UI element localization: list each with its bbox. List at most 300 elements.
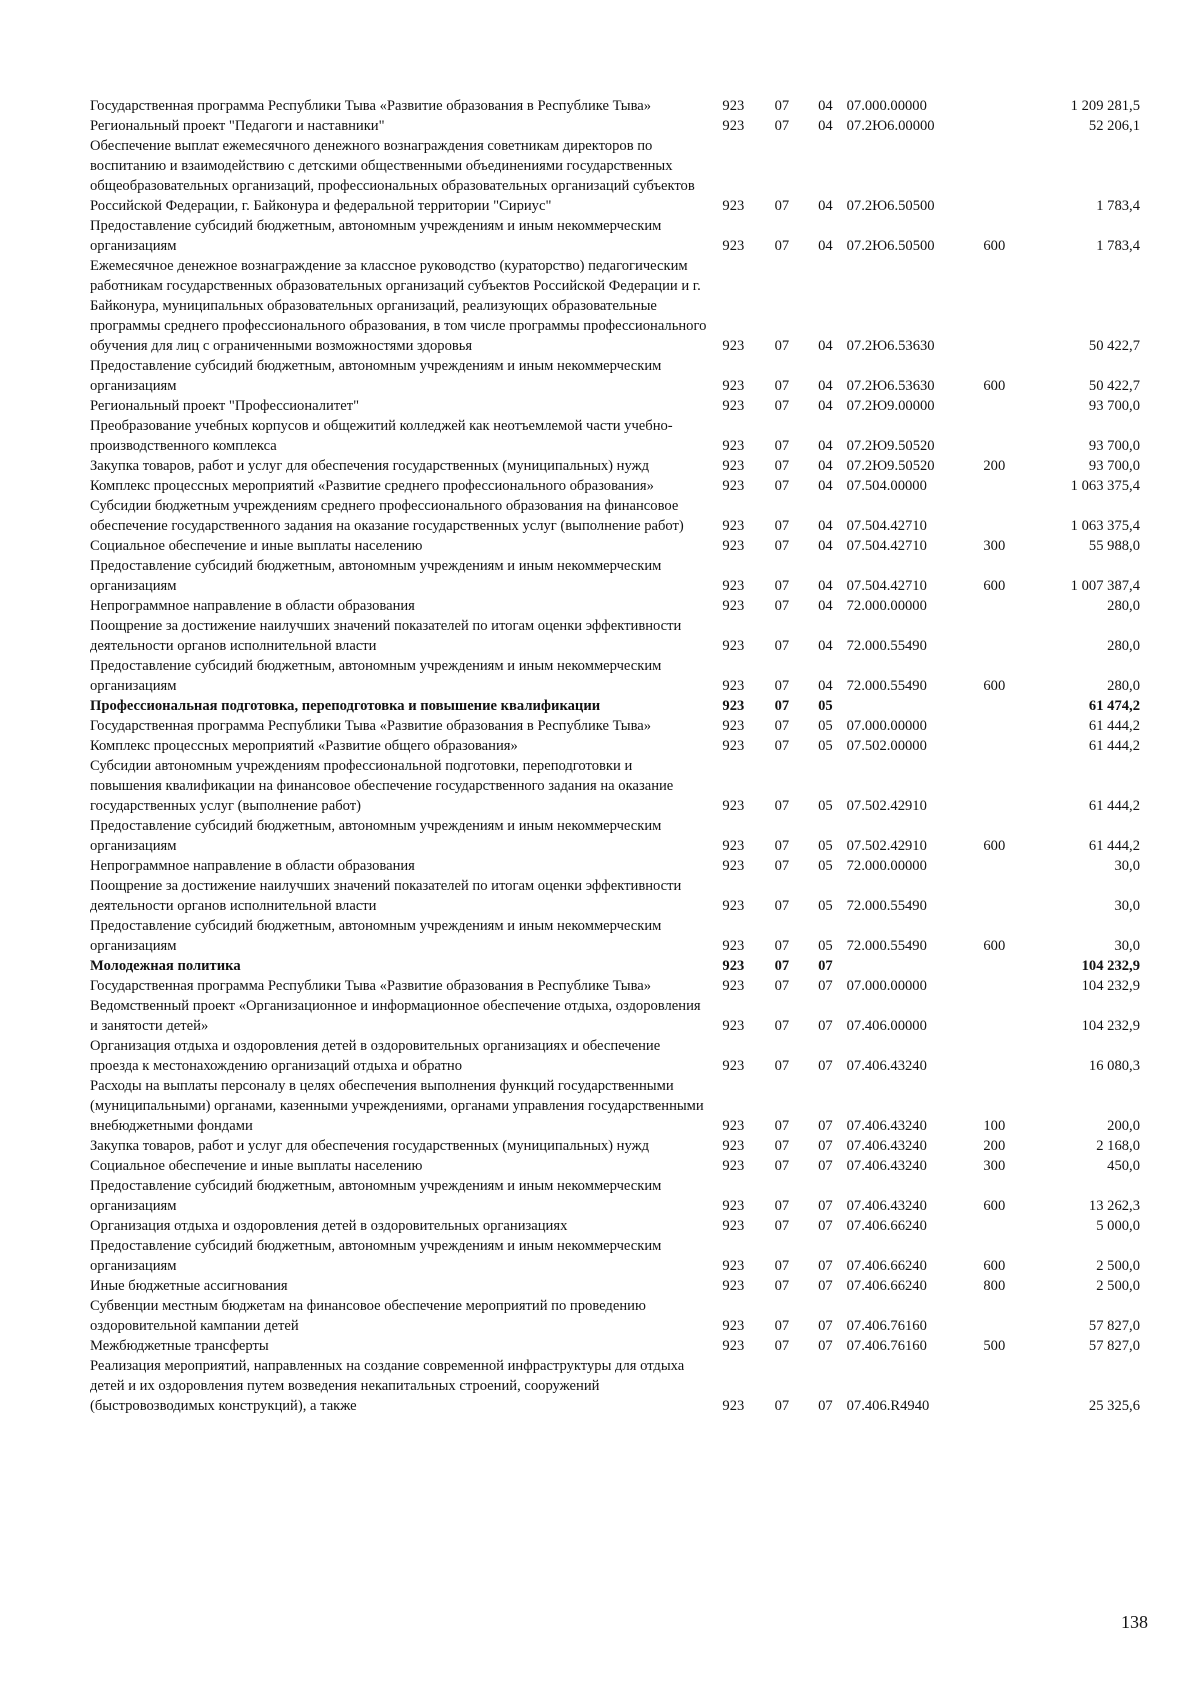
target-article-code: 07.406.66240 xyxy=(846,1278,927,1294)
section-code: 07 xyxy=(774,518,790,534)
ministry-code: 923 xyxy=(722,838,745,854)
section-row xyxy=(90,696,1140,716)
section-code: 07 xyxy=(774,798,790,814)
table-row xyxy=(90,856,1140,876)
expense-type-code xyxy=(968,116,1021,136)
row-name: Закупка товаров, работ и услуг для обеспечения государственных (муниципальных) нужд xyxy=(90,458,650,474)
subsection-code: 07 xyxy=(818,978,833,994)
section-code: 07 xyxy=(774,198,790,214)
ministry-code: 923 xyxy=(722,1118,745,1134)
section-code: 07 xyxy=(774,398,790,414)
section-code: 07 xyxy=(774,478,790,494)
section-code: 07 xyxy=(774,858,790,874)
row-name: Предоставление субсидий бюджетным, автономным учреждениям и иным некоммерческим организациям xyxy=(90,358,662,394)
amount: 13 262,3 xyxy=(1088,1198,1140,1214)
target-article-code: 07.406.R4940 xyxy=(846,1398,930,1414)
row-name: Комплекс процессных мероприятий «Развитие среднего профессионального образования» xyxy=(90,478,654,494)
expense-type-code xyxy=(968,976,1021,996)
row-name: Профессиональная подготовка, переподготовка и повышение квалификации xyxy=(90,698,601,714)
section-code: 07 xyxy=(774,678,790,694)
subsection-code: 07 xyxy=(818,1278,833,1294)
row-name: Предоставление субсидий бюджетным, автономным учреждениям и иным некоммерческим организациям xyxy=(90,818,662,854)
ministry-code: 923 xyxy=(722,478,745,494)
expense-type-code: 600 xyxy=(983,838,1006,854)
amount: 61 444,2 xyxy=(1088,738,1140,754)
target-article-code: 72.000.00000 xyxy=(846,598,927,614)
ministry-code: 923 xyxy=(722,1158,745,1174)
amount: 104 232,9 xyxy=(1081,958,1140,974)
section-code: 07 xyxy=(774,338,790,354)
ministry-code: 923 xyxy=(722,978,745,994)
expense-type-code xyxy=(968,956,1021,976)
row-name: Межбюджетные трансферты xyxy=(90,1338,269,1354)
expense-type-code xyxy=(968,696,1021,716)
row-name: Организация отдыха и оздоровления детей в оздоровительных организациях и обеспечение проезда к местонахождению организаций отдыха и обратно xyxy=(90,1038,661,1074)
subsection-code: 07 xyxy=(818,1198,833,1214)
target-article-code: 07.502.42910 xyxy=(846,798,927,814)
section-code: 07 xyxy=(774,1018,790,1034)
row-name: Государственная программа Республики Тыва «Развитие образования в Республике Тыва» xyxy=(90,98,652,114)
section-code: 07 xyxy=(774,898,790,914)
row-name: Организация отдыха и оздоровления детей в оздоровительных организациях xyxy=(90,1218,568,1234)
subsection-code: 04 xyxy=(818,598,833,614)
expense-type-code xyxy=(968,1216,1021,1236)
subsection-code: 04 xyxy=(818,538,833,554)
ministry-code: 923 xyxy=(722,1258,745,1274)
amount: 93 700,0 xyxy=(1088,438,1140,454)
section-code: 07 xyxy=(774,1218,790,1234)
table-row xyxy=(90,616,1140,656)
table-row xyxy=(90,1296,1140,1336)
row-name: Ежемесячное денежное вознаграждение за классное руководство (кураторство) педагогическим работникам государственных образовательных организаций субъектов Российской Федерации и г. Байконура, муниципальных образовательных организаций, реализующих образовательные программы среднего профессионального образования, в том числе программы профессионального обучения для лиц с ограниченными возможностями здоровья xyxy=(90,258,707,354)
row-name: Непрограммное направление в области образования xyxy=(90,598,415,614)
table-row xyxy=(90,476,1140,496)
expense-type-code: 100 xyxy=(983,1118,1006,1134)
amount: 2 168,0 xyxy=(1096,1138,1140,1154)
row-name: Ведомственный проект «Организационное и информационное обеспечение отдыха, оздоровления и занятости детей» xyxy=(90,998,701,1034)
subsection-code: 07 xyxy=(818,1218,833,1234)
section-code: 07 xyxy=(774,838,790,854)
expense-type-code xyxy=(968,136,1021,216)
table-row xyxy=(90,596,1140,616)
target-article-code: 07.2Ю6.50500 xyxy=(846,198,935,214)
target-article-code: 07.2Ю6.50500 xyxy=(846,238,935,254)
expense-type-code: 800 xyxy=(983,1278,1006,1294)
subsection-code: 07 xyxy=(818,1338,833,1354)
ministry-code: 923 xyxy=(722,1338,745,1354)
amount: 57 827,0 xyxy=(1088,1318,1140,1334)
table-row xyxy=(90,1076,1140,1136)
section-code: 07 xyxy=(774,538,790,554)
row-name: Предоставление субсидий бюджетным, автономным учреждениям и иным некоммерческим организациям xyxy=(90,1178,662,1214)
section-code: 07 xyxy=(774,1338,790,1354)
section-code: 07 xyxy=(774,598,790,614)
row-name: Предоставление субсидий бюджетным, автономным учреждениям и иным некоммерческим организациям xyxy=(90,558,662,594)
subsection-code: 05 xyxy=(818,898,833,914)
ministry-code: 923 xyxy=(722,538,745,554)
expense-type-code: 200 xyxy=(983,458,1006,474)
table-row xyxy=(90,1356,1140,1416)
subsection-code: 07 xyxy=(818,1398,833,1414)
ministry-code: 923 xyxy=(722,1198,745,1214)
target-article-code: 07.000.00000 xyxy=(846,718,927,734)
subsection-code: 04 xyxy=(818,638,833,654)
expense-type-code xyxy=(968,416,1021,456)
table-row xyxy=(90,1136,1140,1156)
section-code: 07 xyxy=(774,958,790,974)
target-article-code: 72.000.55490 xyxy=(846,678,927,694)
subsection-code: 05 xyxy=(818,698,833,714)
ministry-code: 923 xyxy=(722,1278,745,1294)
amount: 1 209 281,5 xyxy=(1070,98,1140,114)
table-row xyxy=(90,1236,1140,1276)
amount: 280,0 xyxy=(1107,598,1140,614)
target-article-code: 07.406.76160 xyxy=(846,1338,927,1354)
row-name: Предоставление субсидий бюджетным, автономным учреждениям и иным некоммерческим организациям xyxy=(90,658,662,694)
ministry-code: 923 xyxy=(722,338,745,354)
target-article-code: 07.2Ю6.53630 xyxy=(846,338,935,354)
subsection-code: 04 xyxy=(818,238,833,254)
ministry-code: 923 xyxy=(722,798,745,814)
table-row xyxy=(90,736,1140,756)
section-code: 07 xyxy=(774,1058,790,1074)
ministry-code: 923 xyxy=(722,718,745,734)
expense-type-code xyxy=(968,876,1021,916)
row-name: Иные бюджетные ассигнования xyxy=(90,1278,288,1294)
amount: 61 474,2 xyxy=(1088,698,1140,714)
expense-type-code xyxy=(968,96,1021,116)
target-article-code: 72.000.00000 xyxy=(846,858,927,874)
table-row xyxy=(90,1036,1140,1076)
subsection-code: 07 xyxy=(818,1258,833,1274)
table-row xyxy=(90,416,1140,456)
amount: 93 700,0 xyxy=(1088,458,1140,474)
amount: 200,0 xyxy=(1107,1118,1140,1134)
ministry-code: 923 xyxy=(722,598,745,614)
row-name: Непрограммное направление в области образования xyxy=(90,858,415,874)
row-name: Обеспечение выплат ежемесячного денежного вознаграждения советникам директоров по воспитанию и взаимодействию с детскими общественными объединениями государственных общеобразовательных организаций, профессиональных образовательных организаций субъектов Российской Федерации, г. Байконура и федеральной территории "Сириус" xyxy=(90,138,695,214)
subsection-code: 04 xyxy=(818,98,833,114)
ministry-code: 923 xyxy=(722,898,745,914)
table-row xyxy=(90,256,1140,356)
table-row xyxy=(90,916,1140,956)
table-row xyxy=(90,96,1140,116)
subsection-code: 05 xyxy=(818,738,833,754)
row-name: Расходы на выплаты персоналу в целях обеспечения выполнения функций государственными (муниципальными) органами, казенными учреждениями, органами управления государственными внебюджетными фондами xyxy=(90,1078,704,1134)
expense-type-code xyxy=(968,996,1021,1036)
subsection-code: 05 xyxy=(818,798,833,814)
target-article-code: 07.2Ю9.50520 xyxy=(846,438,935,454)
amount: 52 206,1 xyxy=(1088,118,1140,134)
section-code: 07 xyxy=(774,1318,790,1334)
table-row xyxy=(90,756,1140,816)
amount: 1 783,4 xyxy=(1096,198,1140,214)
section-code: 07 xyxy=(774,718,790,734)
section-code: 07 xyxy=(774,458,790,474)
subsection-code: 05 xyxy=(818,718,833,734)
target-article-code: 07.2Ю9.50520 xyxy=(846,458,935,474)
section-code: 07 xyxy=(774,578,790,594)
section-code: 07 xyxy=(774,1258,790,1274)
expense-type-code: 600 xyxy=(983,238,1006,254)
row-name: Предоставление субсидий бюджетным, автономным учреждениям и иным некоммерческим организациям xyxy=(90,1238,662,1274)
amount: 450,0 xyxy=(1107,1158,1140,1174)
table-row xyxy=(90,1176,1140,1216)
table-row xyxy=(90,136,1140,216)
subsection-code: 05 xyxy=(818,858,833,874)
section-code: 07 xyxy=(774,378,790,394)
section-code: 07 xyxy=(774,638,790,654)
row-name: Субсидии автономным учреждениям профессиональной подготовки, переподготовки и повышения квалификации на финансовое обеспечение государственного задания на оказание государственных услуг (выполнение работ) xyxy=(90,758,674,814)
target-article-code: 72.000.55490 xyxy=(846,638,927,654)
amount: 30,0 xyxy=(1114,938,1140,954)
amount: 16 080,3 xyxy=(1088,1058,1140,1074)
expense-type-code xyxy=(968,1296,1021,1336)
section-code: 07 xyxy=(774,238,790,254)
row-name: Государственная программа Республики Тыва «Развитие образования в Республике Тыва» xyxy=(90,978,652,994)
table-row xyxy=(90,816,1140,856)
row-name: Субвенции местным бюджетам на финансовое обеспечение мероприятий по проведению оздоровительной кампании детей xyxy=(90,1298,646,1334)
expense-type-code: 600 xyxy=(983,678,1006,694)
target-article-code: 07.000.00000 xyxy=(846,98,927,114)
amount: 50 422,7 xyxy=(1088,338,1140,354)
expense-type-code: 300 xyxy=(983,538,1006,554)
target-article-code xyxy=(847,696,968,716)
table-row xyxy=(90,976,1140,996)
amount: 57 827,0 xyxy=(1088,1338,1140,1354)
amount: 61 444,2 xyxy=(1088,838,1140,854)
amount: 5 000,0 xyxy=(1096,1218,1140,1234)
target-article-code: 07.406.66240 xyxy=(846,1218,927,1234)
budget-table-body xyxy=(90,96,1140,1416)
ministry-code: 923 xyxy=(722,938,745,954)
subsection-code: 04 xyxy=(818,378,833,394)
row-name: Молодежная политика xyxy=(90,958,241,974)
row-name: Региональный проект "Педагоги и наставники" xyxy=(90,118,385,134)
amount: 61 444,2 xyxy=(1088,798,1140,814)
section-code: 07 xyxy=(774,1278,790,1294)
row-name: Поощрение за достижение наилучших значений показателей по итогам оценки эффективности деятельности органов исполнительной власти xyxy=(90,878,682,914)
table-row xyxy=(90,1156,1140,1176)
expense-type-code: 300 xyxy=(983,1158,1006,1174)
table-row xyxy=(90,656,1140,696)
expense-type-code xyxy=(968,496,1021,536)
subsection-code: 04 xyxy=(818,118,833,134)
row-name: Закупка товаров, работ и услуг для обеспечения государственных (муниципальных) нужд xyxy=(90,1138,650,1154)
amount: 1 063 375,4 xyxy=(1070,478,1140,494)
section-code: 07 xyxy=(774,438,790,454)
section-code: 07 xyxy=(774,1118,790,1134)
table-row xyxy=(90,536,1140,556)
table-row xyxy=(90,1216,1140,1236)
expense-type-code: 600 xyxy=(983,1198,1006,1214)
subsection-code: 07 xyxy=(818,1318,833,1334)
table-row xyxy=(90,876,1140,916)
subsection-code: 04 xyxy=(818,578,833,594)
amount: 2 500,0 xyxy=(1096,1258,1140,1274)
target-article-code: 07.406.00000 xyxy=(846,1018,927,1034)
table-row xyxy=(90,1336,1140,1356)
target-article-code: 07.406.43240 xyxy=(846,1158,927,1174)
target-article-code: 07.406.66240 xyxy=(846,1258,927,1274)
target-article-code: 07.406.43240 xyxy=(846,1058,927,1074)
target-article-code: 07.502.42910 xyxy=(846,838,927,854)
subsection-code: 05 xyxy=(818,838,833,854)
table-row xyxy=(90,396,1140,416)
section-code: 07 xyxy=(774,118,790,134)
subsection-code: 07 xyxy=(818,1158,833,1174)
ministry-code: 923 xyxy=(722,1138,745,1154)
expense-type-code xyxy=(968,476,1021,496)
amount: 30,0 xyxy=(1114,858,1140,874)
expense-type-code: 600 xyxy=(983,938,1006,954)
section-code: 07 xyxy=(774,1158,790,1174)
row-name: Поощрение за достижение наилучших значений показателей по итогам оценки эффективности деятельности органов исполнительной власти xyxy=(90,618,682,654)
ministry-code: 923 xyxy=(722,738,745,754)
ministry-code: 923 xyxy=(722,438,745,454)
ministry-code: 923 xyxy=(722,578,745,594)
target-article-code: 72.000.55490 xyxy=(846,898,927,914)
subsection-code: 04 xyxy=(818,458,833,474)
ministry-code: 923 xyxy=(722,638,745,654)
expense-type-code: 600 xyxy=(983,378,1006,394)
section-code: 07 xyxy=(774,1138,790,1154)
subsection-code: 07 xyxy=(818,1138,833,1154)
amount: 280,0 xyxy=(1107,638,1140,654)
target-article-code: 07.2Ю6.53630 xyxy=(846,378,935,394)
section-code: 07 xyxy=(774,738,790,754)
row-name: Региональный проект "Профессионалитет" xyxy=(90,398,360,414)
amount: 280,0 xyxy=(1107,678,1140,694)
subsection-code: 04 xyxy=(818,518,833,534)
target-article-code: 07.504.00000 xyxy=(846,478,927,494)
subsection-code: 04 xyxy=(818,398,833,414)
target-article-code: 07.406.43240 xyxy=(846,1198,927,1214)
amount: 1 783,4 xyxy=(1096,238,1140,254)
ministry-code: 923 xyxy=(722,98,745,114)
row-name: Социальное обеспечение и иные выплаты населению xyxy=(90,538,423,554)
expense-type-code xyxy=(968,1356,1021,1416)
table-row xyxy=(90,1276,1140,1296)
amount: 93 700,0 xyxy=(1088,398,1140,414)
target-article-code: 07.502.00000 xyxy=(846,738,927,754)
subsection-code: 07 xyxy=(818,1118,833,1134)
subsection-code: 04 xyxy=(818,438,833,454)
subsection-code: 07 xyxy=(818,1058,833,1074)
expense-type-code xyxy=(968,256,1021,356)
table-row xyxy=(90,996,1140,1036)
target-article-code: 07.406.43240 xyxy=(846,1118,927,1134)
subsection-code: 07 xyxy=(818,958,833,974)
subsection-code: 04 xyxy=(818,478,833,494)
amount: 1 063 375,4 xyxy=(1070,518,1140,534)
ministry-code: 923 xyxy=(722,678,745,694)
amount: 55 988,0 xyxy=(1088,538,1140,554)
subsection-code: 04 xyxy=(818,678,833,694)
expense-type-code: 600 xyxy=(983,578,1006,594)
amount: 30,0 xyxy=(1114,898,1140,914)
expense-type-code: 500 xyxy=(983,1338,1006,1354)
budget-table xyxy=(90,96,1140,1416)
expense-type-code: 200 xyxy=(983,1138,1006,1154)
expense-type-code xyxy=(968,1036,1021,1076)
row-name: Социальное обеспечение и иные выплаты населению xyxy=(90,1158,423,1174)
row-name: Преобразование учебных корпусов и общежитий колледжей как неотъемлемой части учебно-производственного комплекса xyxy=(90,418,673,454)
ministry-code: 923 xyxy=(722,518,745,534)
ministry-code: 923 xyxy=(722,1218,745,1234)
ministry-code: 923 xyxy=(722,1058,745,1074)
expense-type-code xyxy=(968,716,1021,736)
expense-type-code xyxy=(968,616,1021,656)
amount: 2 500,0 xyxy=(1096,1278,1140,1294)
ministry-code: 923 xyxy=(722,458,745,474)
section-row xyxy=(90,956,1140,976)
target-article-code: 72.000.55490 xyxy=(846,938,927,954)
target-article-code: 07.504.42710 xyxy=(846,538,927,554)
row-name: Государственная программа Республики Тыва «Развитие образования в Республике Тыва» xyxy=(90,718,652,734)
target-article-code: 07.504.42710 xyxy=(846,518,927,534)
ministry-code: 923 xyxy=(722,118,745,134)
table-row xyxy=(90,216,1140,256)
expense-type-code xyxy=(968,596,1021,616)
amount: 104 232,9 xyxy=(1081,978,1140,994)
table-row xyxy=(90,496,1140,536)
amount: 50 422,7 xyxy=(1088,378,1140,394)
subsection-code: 04 xyxy=(818,338,833,354)
target-article-code: 07.2Ю6.00000 xyxy=(846,118,935,134)
row-name: Предоставление субсидий бюджетным, автономным учреждениям и иным некоммерческим организациям xyxy=(90,918,662,954)
table-row xyxy=(90,716,1140,736)
table-row xyxy=(90,456,1140,476)
ministry-code: 923 xyxy=(722,1318,745,1334)
target-article-code: 07.406.43240 xyxy=(846,1138,927,1154)
ministry-code: 923 xyxy=(722,1398,745,1414)
amount: 61 444,2 xyxy=(1088,718,1140,734)
target-article-code: 07.406.76160 xyxy=(846,1318,927,1334)
amount: 104 232,9 xyxy=(1081,1018,1140,1034)
ministry-code: 923 xyxy=(722,1018,745,1034)
ministry-code: 923 xyxy=(722,698,745,714)
ministry-code: 923 xyxy=(722,238,745,254)
section-code: 07 xyxy=(774,978,790,994)
subsection-code: 05 xyxy=(818,938,833,954)
target-article-code: 07.2Ю9.00000 xyxy=(846,398,935,414)
section-code: 07 xyxy=(774,98,790,114)
expense-type-code xyxy=(968,396,1021,416)
ministry-code: 923 xyxy=(722,378,745,394)
subsection-code: 04 xyxy=(818,198,833,214)
target-article-code: 07.504.42710 xyxy=(846,578,927,594)
row-name: Субсидии бюджетным учреждениям среднего профессионального образования на финансовое обеспечение государственного задания на оказание государственных услуг (выполнение работ) xyxy=(90,498,684,534)
row-name: Комплекс процессных мероприятий «Развитие общего образования» xyxy=(90,738,518,754)
page-number: 138 xyxy=(1121,1612,1148,1632)
expense-type-code xyxy=(968,736,1021,756)
row-name: Предоставление субсидий бюджетным, автономным учреждениям и иным некоммерческим организациям xyxy=(90,218,662,254)
table-row xyxy=(90,356,1140,396)
section-code: 07 xyxy=(774,698,790,714)
expense-type-code: 600 xyxy=(983,1258,1006,1274)
amount: 25 325,6 xyxy=(1088,1398,1140,1414)
section-code: 07 xyxy=(774,938,790,954)
row-name: Реализация мероприятий, направленных на создание современной инфраструктуры для отдыха детей и их оздоровления путем возведения некапитальных строений, сооружений (быстровозводимых конструкций), а также xyxy=(90,1358,685,1414)
target-article-code xyxy=(847,956,968,976)
expense-type-code xyxy=(968,756,1021,816)
expense-type-code xyxy=(968,856,1021,876)
target-article-code: 07.000.00000 xyxy=(846,978,927,994)
table-row xyxy=(90,116,1140,136)
section-code: 07 xyxy=(774,1398,790,1414)
ministry-code: 923 xyxy=(722,198,745,214)
